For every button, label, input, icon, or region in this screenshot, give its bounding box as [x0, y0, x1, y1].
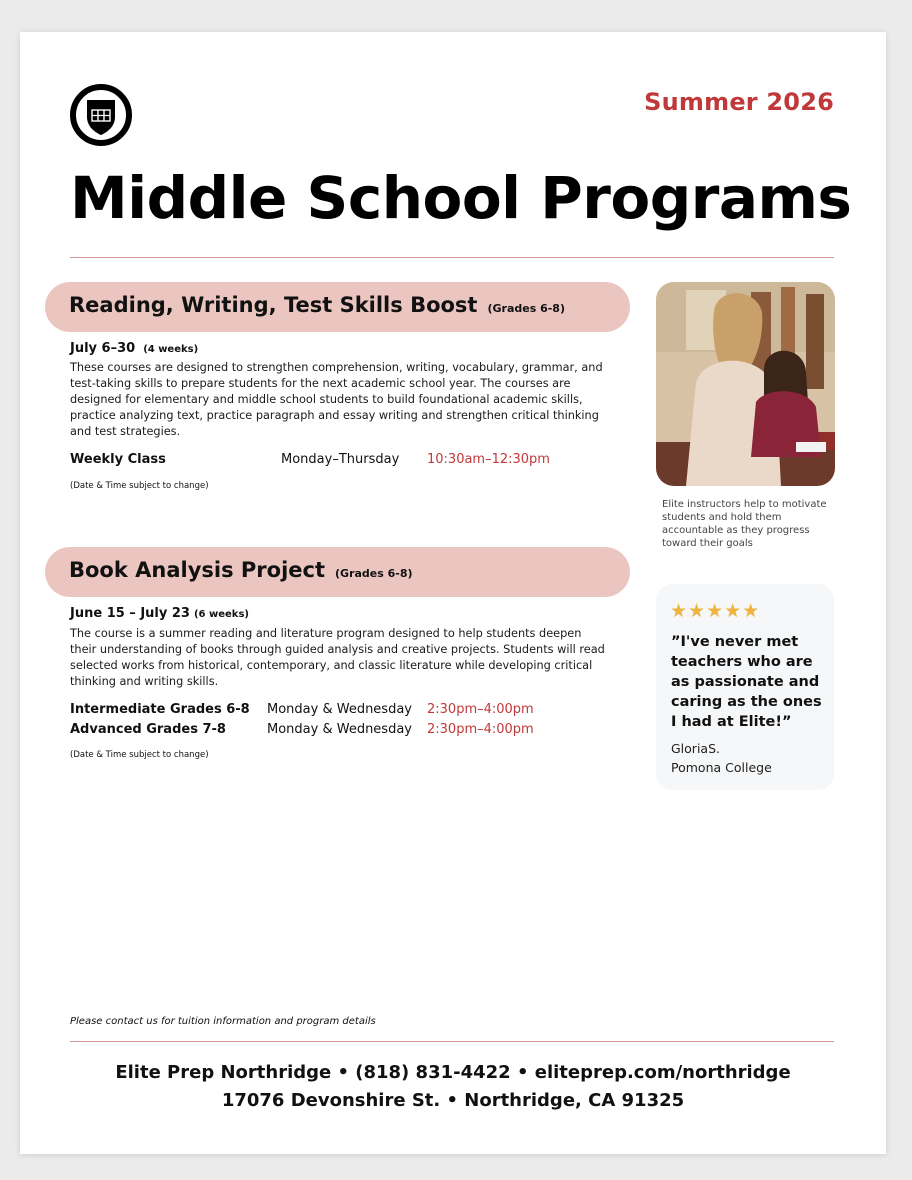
course2-note: (Date & Time subject to change) — [70, 750, 209, 760]
course2-dates-row — [70, 606, 249, 621]
photo-caption: Elite instructors help to motivate students and hold them accountable as they progress toward their goals — [662, 499, 827, 549]
testimonial-author — [671, 739, 772, 777]
course1-grades: (Grades 6-8) — [487, 302, 565, 315]
course1-schedule-days: Monday–Thursday — [281, 452, 400, 467]
course2-duration: (6 weeks) — [193, 609, 249, 620]
course1-schedule-time: 10:30am–12:30pm — [427, 452, 550, 467]
course2-schedule-label-2: Advanced Grades 7-8 — [70, 722, 226, 737]
course2-title: Book Analysis Project — [69, 558, 326, 582]
course2-dates: June 15 – July 23 — [70, 606, 190, 621]
course2-schedule-label-1: Intermediate Grades 6-8 — [70, 702, 250, 717]
course1-note: (Date & Time subject to change) — [70, 481, 209, 491]
author-school: Pomona College — [671, 760, 772, 775]
title-divider — [70, 257, 834, 258]
course1-title: Reading, Writing, Test Skills Boost — [69, 293, 478, 317]
rating-stars-icon: ★★★★★ — [670, 600, 761, 622]
course2-grades: (Grades 6-8) — [335, 567, 413, 580]
classroom-photo — [656, 282, 835, 486]
page-title: Middle School Programs — [70, 164, 852, 232]
flyer-page — [20, 32, 886, 1154]
course1-banner — [45, 282, 630, 332]
testimonial-card — [656, 584, 834, 790]
course1-dates: July 6–30 — [70, 341, 136, 356]
course2-schedule-days-1: Monday & Wednesday — [267, 702, 412, 717]
course2-schedule-time-1: 2:30pm–4:00pm — [427, 702, 534, 717]
author-name: GloriaS. — [671, 741, 720, 756]
contact-note: Please contact us for tuition information and program details — [70, 1016, 376, 1027]
course1-dates-row — [70, 341, 198, 356]
season-label: Summer 2026 — [644, 88, 834, 116]
footer-address-line: 17076 Devonshire St. • Northridge, CA 91325 — [221, 1090, 685, 1111]
testimonial-quote: ”I've never met teachers who are as passionate and caring as the ones I had at Elite!” — [671, 634, 822, 730]
course2-description: The course is a summer reading and literature program designed to help students deepen their understanding of books through guided analysis and creative projects. Students will read selected works from historical, contemporary, and classic literature while developing critical thinking and writing skills. — [70, 627, 605, 688]
course2-schedule-time-2: 2:30pm–4:00pm — [427, 722, 534, 737]
course2-schedule-days-2: Monday & Wednesday — [267, 722, 412, 737]
footer-contact-line: Elite Prep Northridge • (818) 831-4422 • eliteprep.com/northridge — [115, 1062, 791, 1083]
course1-description: These courses are designed to strengthen comprehension, writing, vocabulary, grammar, and test-taking skills to prepare students for the next academic school year. The courses are designed for elementary and middle school students to build foundational academic skills, practice analyzing text, practice paragraph and essay writing and strengthen critical thinking and test strategies. — [70, 361, 603, 438]
footer-divider — [70, 1041, 834, 1042]
course1-duration: (4 weeks) — [143, 344, 199, 355]
course1-schedule-label: Weekly Class — [70, 452, 166, 467]
course2-banner — [45, 547, 630, 597]
shield-icon — [70, 84, 132, 146]
